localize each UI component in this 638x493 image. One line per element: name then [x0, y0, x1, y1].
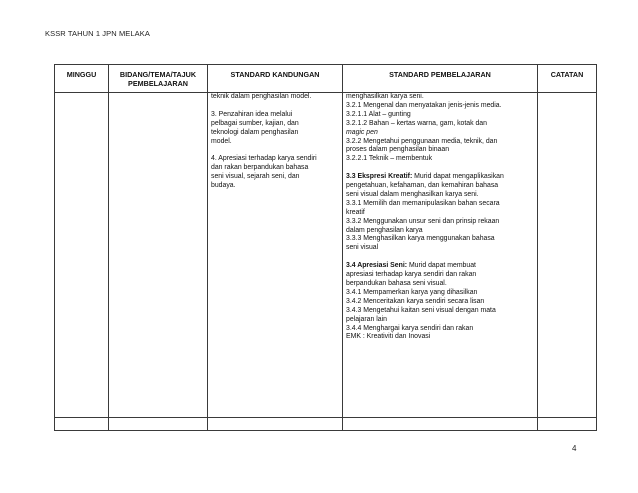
section-3-3-title: 3.3 Ekspresi Kreatif:: [346, 173, 413, 181]
pembelajaran-line: 3.4.4 Menghargai karya sendiri dan rakan: [346, 324, 474, 332]
pembelajaran-line: 3.4.3 Mengetahui kaitan seni visual dengan mata: [346, 306, 496, 314]
pembelajaran-line: 3.2.2 Mengetahui penggunaan media, teknik, dan: [346, 137, 498, 145]
section-3-4-intro: Murid dapat membuat: [407, 262, 476, 270]
pembelajaran-line: 3.2.2.1 Teknik – membentuk: [346, 155, 433, 163]
pembelajaran-text: [343, 93, 537, 342]
section-3-4-title: 3.4 Apresiasi Seni:: [346, 262, 408, 270]
pembelajaran-line: 3.3.1 Memilih dan memanipulasikan bahan secara: [346, 199, 500, 207]
section-3-3-heading: [346, 173, 535, 182]
column-header-pembelajaran: STANDARD PEMBELAJARAN: [343, 65, 538, 93]
pembelajaran-line: menghasilkan karya seni.: [346, 93, 424, 100]
kandungan-text: [208, 93, 342, 191]
table-row: [55, 93, 597, 418]
kandungan-line: budaya.: [211, 182, 236, 190]
pembelajaran-line: EMK : Kreativiti dan Inovasi: [346, 333, 431, 341]
cell-catatan: [538, 93, 597, 418]
cell-minggu: [55, 93, 109, 418]
document-header: KSSR TAHUN 1 JPN MELAKA: [45, 29, 150, 38]
table-header-row: [55, 65, 597, 93]
pembelajaran-line: proses dalam penghasilan binaan: [346, 146, 450, 154]
cell-kandungan: [208, 93, 343, 418]
kandungan-line: dan rakan berpandukan bahasa: [211, 164, 309, 172]
table-row: [55, 418, 597, 431]
pembelajaran-line: seni visual dalam menghasilkan karya seni.: [346, 190, 479, 198]
pembelajaran-line: dalam penghasilan karya: [346, 226, 423, 234]
kandungan-line: model.: [211, 137, 232, 145]
pembelajaran-line: pelajaran lain: [346, 315, 387, 323]
pembelajaran-line: 3.3.3 Menghasilkan karya menggunakan bahasa: [346, 235, 495, 243]
cell-catatan: [538, 418, 597, 431]
lesson-plan-table: [54, 64, 597, 431]
pembelajaran-line: 3.4.2 Menceritakan karya sendiri secara lisan: [346, 297, 485, 305]
page-number: 4: [572, 444, 577, 453]
section-3-4-heading: [346, 262, 535, 271]
kandungan-line: teknologi dalam penghasilan: [211, 128, 299, 136]
column-header-bidang: BIDANG/TEMA/TAJUK PEMBELAJARAN: [109, 65, 208, 93]
cell-minggu: [55, 418, 109, 431]
pembelajaran-line: kreatif: [346, 208, 365, 216]
cell-pembelajaran: [343, 93, 538, 418]
pembelajaran-line: 3.2.1.1 Alat – gunting: [346, 110, 411, 118]
column-header-catatan: CATATAN: [538, 65, 597, 93]
pembelajaran-line: 3.2.1.2 Bahan – kertas warna, gam, kotak dan: [346, 119, 487, 127]
pembelajaran-line: seni visual: [346, 244, 379, 252]
pembelajaran-line: 3.2.1 Mengenal dan menyatakan jenis-jenis media.: [346, 101, 502, 109]
kandungan-line: pelbagai sumber, kajian, dan: [211, 119, 299, 127]
kandungan-line: teknik dalam penghasilan model.: [211, 93, 312, 100]
cell-bidang: [109, 418, 208, 431]
cell-pembelajaran: [343, 418, 538, 431]
pembelajaran-line: 3.4.1 Mempamerkan karya yang dihasilkan: [346, 288, 478, 296]
kandungan-line: seni visual, sejarah seni, dan: [211, 173, 300, 181]
pembelajaran-line: berpandukan bahasa seni visual.: [346, 280, 447, 287]
kandungan-line: 3. Penzahiran idea melalui: [211, 110, 293, 118]
column-header-minggu: MINGGU: [55, 65, 109, 93]
pembelajaran-line: apresiasi terhadap karya sendiri dan rakan: [346, 271, 477, 279]
cell-kandungan: [208, 418, 343, 431]
cell-bidang: [109, 93, 208, 418]
pembelajaran-line: pengetahuan, kefahaman, dan kemahiran bahasa: [346, 182, 499, 190]
pembelajaran-line: 3.3.2 Menggunakan unsur seni dan prinsip rekaan: [346, 217, 500, 225]
pembelajaran-line-italic: magic pen: [346, 128, 378, 136]
kandungan-line: 4. Apresiasi terhadap karya sendiri: [211, 155, 317, 163]
section-3-3-intro: Murid dapat mengaplikasikan: [412, 173, 504, 181]
column-header-kandungan: STANDARD KANDUNGAN: [208, 65, 343, 93]
